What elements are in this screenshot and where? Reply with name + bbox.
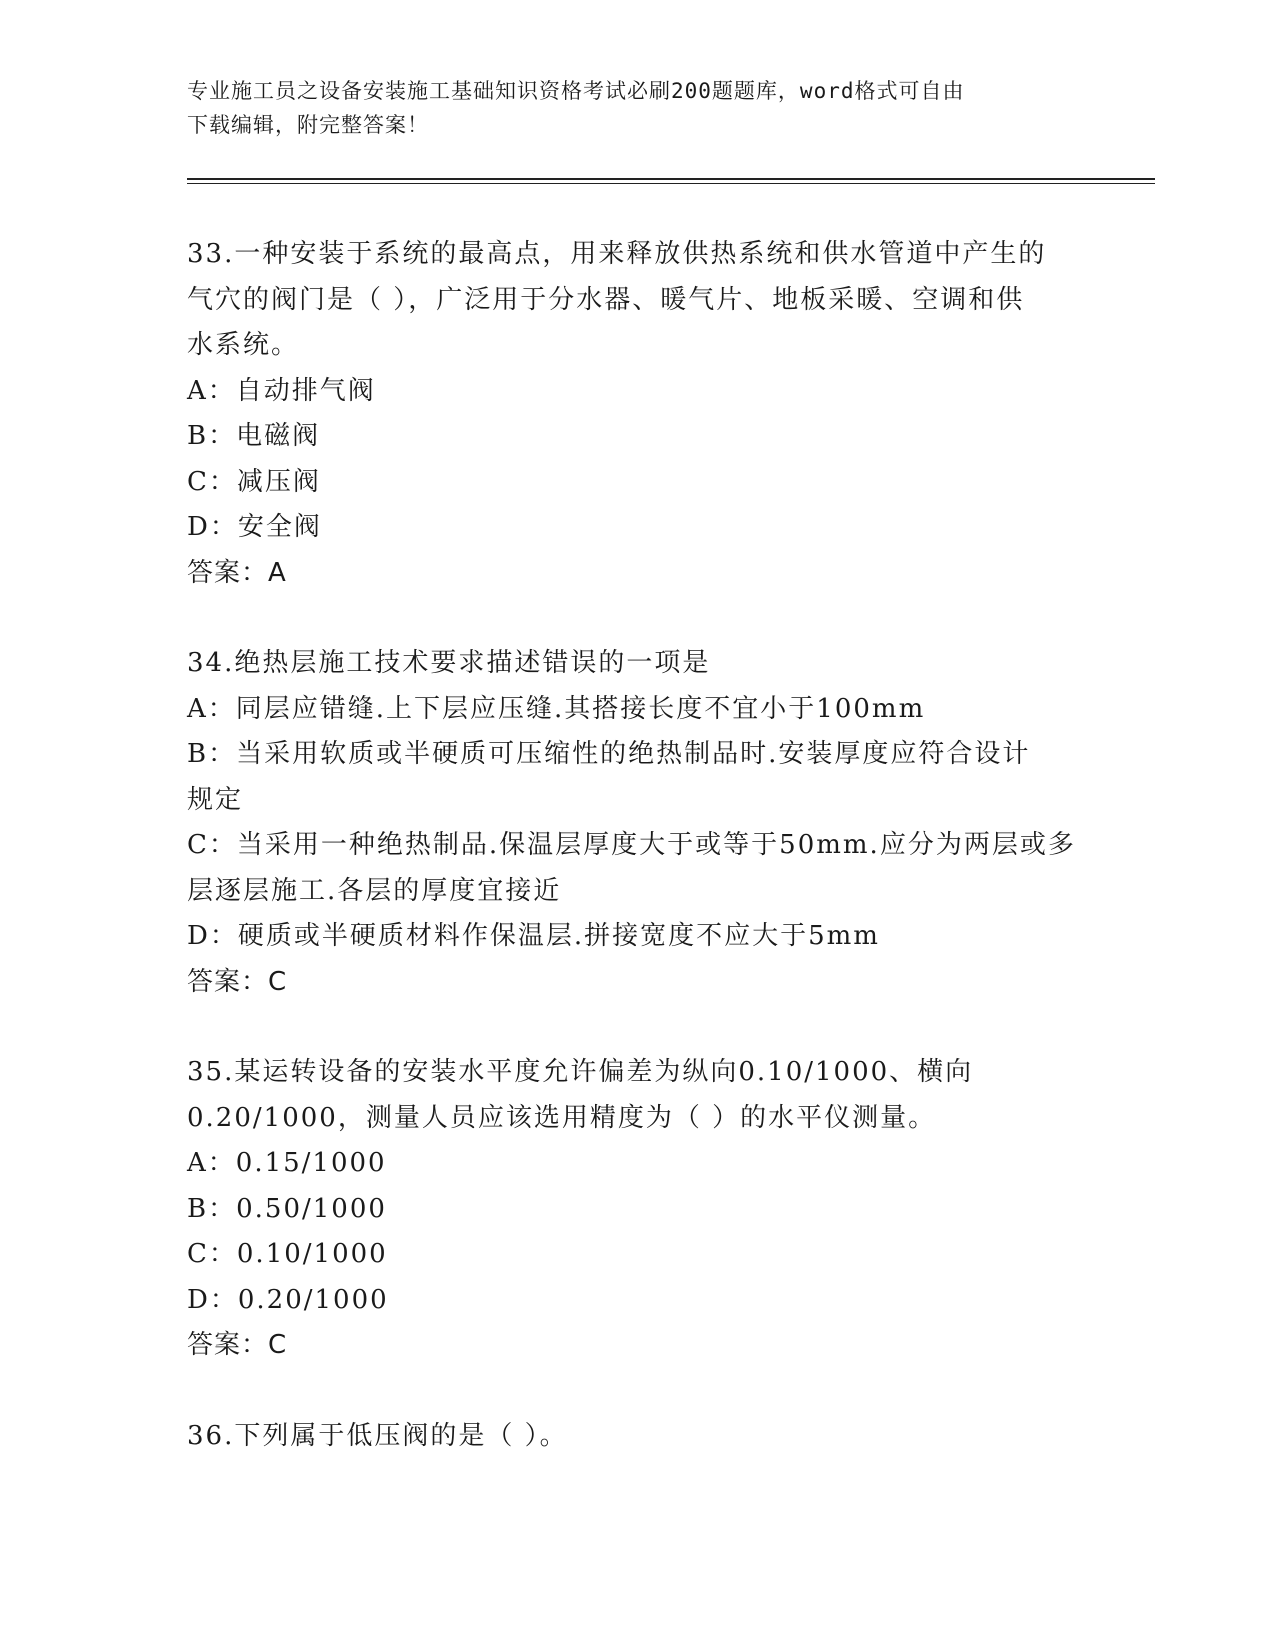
answer-line: 答案：A bbox=[187, 557, 287, 588]
header-line-2: 下载编辑，附完整答案！ bbox=[187, 113, 429, 137]
question-stem: 34.绝热层施工技术要求描述错误的一项是 bbox=[187, 648, 711, 678]
option-d: D：硬质或半硬质材料作保温层.拼接宽度不应大于5mm bbox=[187, 921, 880, 951]
option-b: B：0.50/1000 bbox=[187, 1193, 387, 1224]
document-header bbox=[187, 74, 1067, 142]
question-35 bbox=[187, 1050, 1087, 1369]
option-d: D：0.20/1000 bbox=[187, 1284, 389, 1315]
question-stem: 0.20/1000，测量人员应该选用精度为（ ）的水平仪测量。 bbox=[187, 1102, 937, 1133]
question-stem: 水系统。 bbox=[187, 330, 300, 360]
question-stem: 36.下列属于低压阀的是（ ）。 bbox=[187, 1420, 568, 1451]
option-a: A：自动排气阀 bbox=[187, 375, 376, 406]
option-d: D：安全阀 bbox=[187, 512, 322, 542]
option-a: A：0.15/1000 bbox=[187, 1148, 387, 1178]
question-stem: 35.某运转设备的安装水平度允许偏差为纵向0.10/1000、横向 bbox=[187, 1057, 974, 1087]
question-36 bbox=[187, 1414, 1087, 1460]
answer-line: 答案：C bbox=[187, 1330, 288, 1360]
header-line-1: 专业施工员之设备安装施工基础知识资格考试必刷200题题库，word格式可自由 bbox=[187, 79, 965, 103]
question-list bbox=[187, 232, 1087, 1504]
question-stem: 气穴的阀门是（ ），广泛用于分水器、暖气片、地板采暖、空调和供 bbox=[187, 284, 1025, 315]
question-34 bbox=[187, 641, 1087, 1005]
option-c: C：减压阀 bbox=[187, 466, 321, 497]
option-a: A：同层应错缝.上下层应压缝.其搭接长度不宜小于100mm bbox=[187, 693, 926, 724]
header-divider-thick bbox=[187, 178, 1155, 180]
header-divider-thin bbox=[187, 183, 1155, 184]
answer-line: 答案：C bbox=[187, 966, 288, 997]
question-stem: 33.一种安装于系统的最高点，用来释放供热系统和供水管道中产生的 bbox=[187, 239, 1047, 269]
option-b-continued: 规定 bbox=[187, 784, 244, 815]
question-33 bbox=[187, 232, 1087, 596]
option-b: B：电磁阀 bbox=[187, 421, 321, 451]
option-c: C：0.10/1000 bbox=[187, 1239, 388, 1269]
option-b: B：当采用软质或半硬质可压缩性的绝热制品时.安装厚度应符合设计 bbox=[187, 739, 1031, 769]
option-c-continued: 层逐层施工.各层的厚度宜接近 bbox=[187, 875, 562, 906]
option-c: C：当采用一种绝热制品.保温层厚度大于或等于50mm.应分为两层或多 bbox=[187, 830, 1076, 860]
